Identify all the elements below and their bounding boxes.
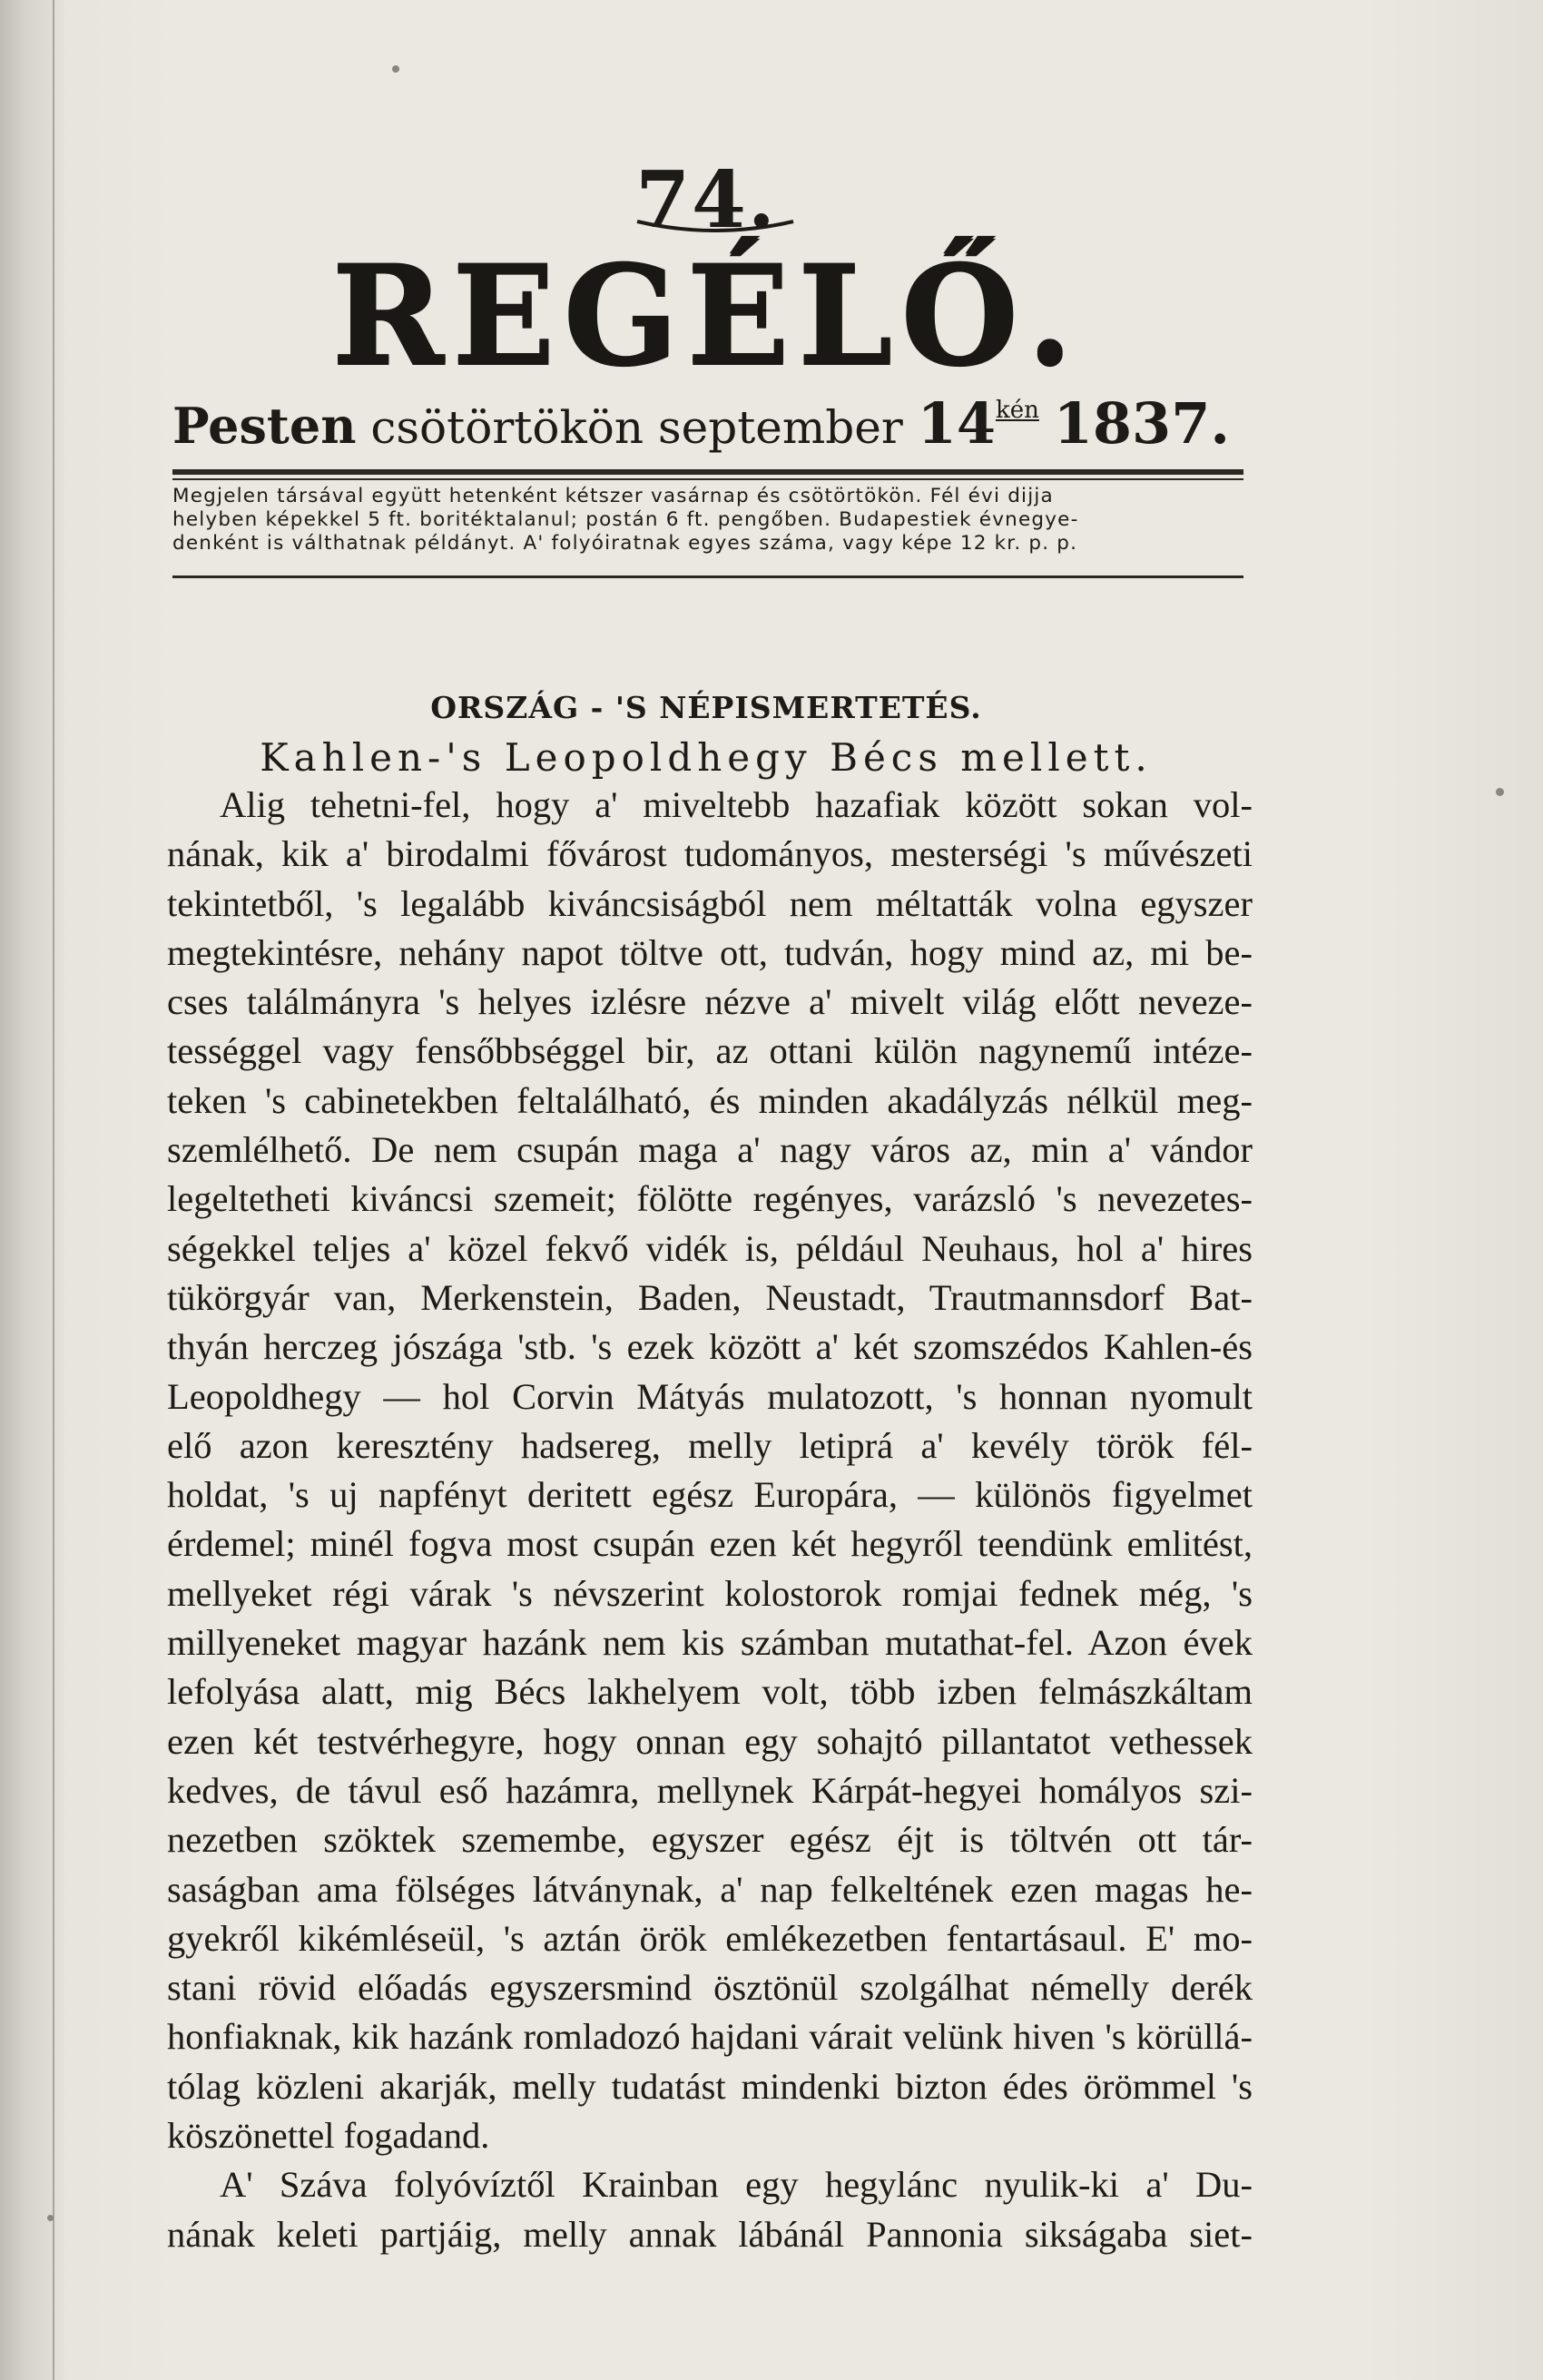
body-line: ezen két testvérhegyre, hogy onnan egy sohajtó pillantatot vethessek	[167, 1720, 1253, 1762]
subscription-line: denként is válthatnak példányt. A' folyóiratnak egyes száma, vagy képe 12 kr. p. p.	[172, 532, 1078, 555]
body-line: Leopoldhegy — hol Corvin Mátyás mulatozott, 's honnan nyomult	[167, 1375, 1253, 1417]
body-line: millyeneket magyar hazánk nem kis számban mutathat-fel. Azon évek	[167, 1622, 1253, 1664]
subscription-notice	[172, 485, 1253, 556]
body-line: stani rövid előadás egyszersmind ösztönül szolgálhat némelly derék	[167, 1967, 1253, 2009]
body-line: legeltetheti kiváncsi szemeit; fölötte regényes, varázsló 's nevezetes-	[167, 1178, 1253, 1220]
body-line: nezetben szöktek szemembe, egyszer egész éjt is töltvén ott tár-	[167, 1819, 1253, 1861]
dateline-text: csötörtökön september	[370, 401, 903, 454]
body-line: szemlélhető. De nem csupán maga a' nagy város az, min a' vándor	[167, 1129, 1253, 1171]
masthead-rule-thin	[172, 478, 1243, 480]
article-title: Kahlen-'s Leopoldhegy Bécs mellett.	[260, 735, 1153, 780]
body-line: cses találmányra 's helyes izlésre nézve a' mivelt világ előtt neveze-	[167, 981, 1253, 1023]
paper-speck	[1496, 788, 1504, 796]
body-line: gyekről kikémléseül, 's aztán örök emlékezetben fentartásaul. E' mo-	[167, 1917, 1253, 1959]
dateline-day-suffix: kén	[995, 397, 1039, 424]
subscription-rule	[172, 575, 1243, 578]
dateline-year: 1837.	[1053, 390, 1230, 457]
binding-fold-line	[53, 0, 54, 2380]
body-line: érdemel; minél fogva most csupán ezen két hegyről teendünk emlitést,	[167, 1523, 1253, 1565]
body-line: mellyeket régi várak 's névszerint kolostorok romjai fednek még, 's	[167, 1572, 1253, 1614]
body-line: Alig tehetni-fel, hogy a' miveltebb hazafiak között sokan vol-	[220, 784, 1253, 825]
body-line: saságban ama fölséges látványnak, a' nap felkeltének ezen magas he-	[167, 1868, 1253, 1910]
body-line: tekintetből, 's legalább kiváncsiságból nem méltatták volna egyszer	[167, 882, 1253, 924]
body-line: kedves, de távul eső hazámra, mellynek Kárpát-hegyei homályos szi-	[167, 1769, 1253, 1811]
issue-number: 74.	[635, 154, 777, 246]
subscription-line: Megjelen társával együtt hetenként kétszer vasárnap és csötörtökön. Fél évi dijja	[172, 485, 1054, 507]
body-line: megtekintésre, nehány napot töltve ott, tudván, hogy mind az, mi be-	[167, 931, 1253, 973]
dateline-city: Pesten	[172, 397, 357, 455]
body-line: nának keleti partjáig, melly annak lábánál Pannonia sikságaba siet-	[167, 2213, 1253, 2255]
body-line: lefolyása alatt, mig Bécs lakhelyem volt, több izben felmászkáltam	[167, 1671, 1253, 1713]
body-line: nának, kik a' birodalmi fővárost tudományos, mesterségi 's művészeti	[167, 833, 1253, 875]
body-line: teken 's cabinetekben feltalálható, és minden akadályzás nélkül meg-	[167, 1079, 1253, 1121]
body-line: tólag közleni akarják, melly tudatást mindenki bizton édes örömmel 's	[167, 2065, 1253, 2107]
body-line: honfiaknak, kik hazánk romladozó hajdani várait velünk hiven 's körüllá-	[167, 2016, 1253, 2058]
body-line: ségekkel teljes a' közel fekvő vidék is, például Neuhaus, hol a' hires	[167, 1227, 1253, 1269]
body-line: köszönettel fogadand.	[167, 2115, 490, 2157]
issue-swash-ornament	[634, 216, 797, 236]
subscription-line: helyben képekkel 5 ft. boritéktalanul; postán 6 ft. pengőben. Budapestiek évnegye-	[172, 508, 1079, 531]
dateline	[172, 390, 1262, 457]
masthead-rule-thick	[172, 469, 1243, 475]
body-line: holdat, 's uj napfényt deritett egész Europára, — különös figyelmet	[167, 1474, 1253, 1516]
paper-speck	[47, 2215, 54, 2221]
body-line: elő azon keresztény hadsereg, melly letiprá a' kevély török fél-	[167, 1424, 1253, 1466]
section-title: ORSZÁG - 'S NÉPISMERTETÉS.	[430, 690, 982, 725]
masthead-title: REGÉLŐ.	[331, 235, 1081, 395]
dateline-day: 14	[917, 390, 996, 457]
body-line: tükörgyár van, Merkenstein, Baden, Neustadt, Trautmannsdorf Bat-	[167, 1276, 1253, 1318]
body-line: tességgel vagy fensőbbséggel bir, az ottani külön nagynemű intéze-	[167, 1030, 1253, 1072]
paper-speck	[392, 65, 399, 73]
body-line: A' Száva folyóvíztől Krainban egy hegylánc nyulik-ki a' Du-	[220, 2164, 1253, 2206]
body-line: thyán herczeg jószága 'stb. 's ezek között a' két szomszédos Kahlen-és	[167, 1326, 1253, 1368]
article-body	[167, 781, 1253, 2259]
